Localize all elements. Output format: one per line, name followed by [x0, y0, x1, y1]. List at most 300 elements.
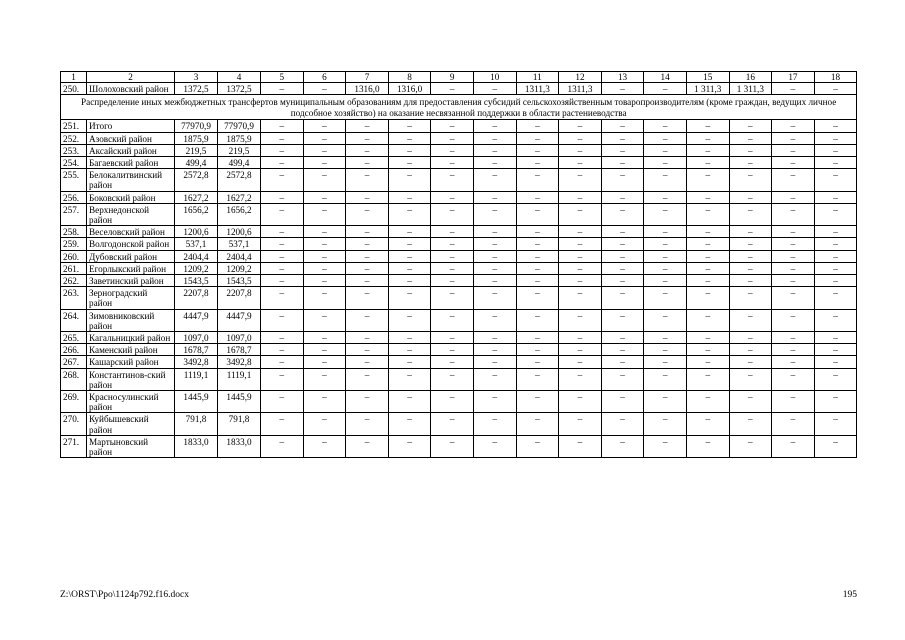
empty-value-cell: – — [261, 203, 304, 225]
empty-value-cell: – — [431, 356, 474, 368]
empty-value-cell: – — [303, 169, 346, 191]
empty-value-cell: – — [559, 191, 602, 203]
value-cell: – — [601, 83, 644, 95]
empty-value-cell: – — [644, 332, 687, 344]
district-name: Красносулинский район — [87, 391, 175, 413]
empty-value-cell: – — [431, 332, 474, 344]
value-cell: 4447,9 — [175, 309, 218, 331]
empty-value-cell: – — [729, 275, 772, 287]
empty-value-cell: – — [431, 391, 474, 413]
row-number: 258. — [61, 226, 87, 238]
empty-value-cell: – — [601, 262, 644, 274]
empty-value-cell: – — [601, 169, 644, 191]
district-name: Азовский район — [87, 132, 175, 144]
empty-value-cell: – — [729, 120, 772, 132]
empty-value-cell: – — [729, 226, 772, 238]
value-cell: 1209,2 — [218, 262, 261, 274]
empty-value-cell: – — [601, 332, 644, 344]
column-number: 7 — [346, 72, 389, 83]
district-name: Каменский район — [87, 344, 175, 356]
table-row — [61, 226, 857, 238]
empty-value-cell: – — [772, 344, 815, 356]
empty-value-cell: – — [473, 368, 516, 390]
value-cell: 1097,0 — [218, 332, 261, 344]
empty-value-cell: – — [686, 169, 729, 191]
value-cell: 1543,5 — [218, 275, 261, 287]
empty-value-cell: – — [261, 275, 304, 287]
empty-value-cell: – — [814, 132, 857, 144]
column-number: 10 — [473, 72, 516, 83]
empty-value-cell: – — [686, 344, 729, 356]
empty-value-cell: – — [686, 391, 729, 413]
empty-value-cell: – — [772, 287, 815, 309]
empty-value-cell: – — [814, 262, 857, 274]
empty-value-cell: – — [601, 435, 644, 457]
empty-value-cell: – — [388, 191, 431, 203]
table-row — [61, 144, 857, 156]
empty-value-cell: – — [473, 250, 516, 262]
district-name: Кашарский район — [87, 356, 175, 368]
empty-value-cell: – — [303, 435, 346, 457]
empty-value-cell: – — [644, 132, 687, 144]
empty-value-cell: – — [346, 356, 389, 368]
table-row — [61, 413, 857, 435]
row-number: 252. — [61, 132, 87, 144]
empty-value-cell: – — [303, 413, 346, 435]
empty-value-cell: – — [431, 275, 474, 287]
empty-value-cell: – — [644, 435, 687, 457]
empty-value-cell: – — [431, 238, 474, 250]
empty-value-cell: – — [814, 144, 857, 156]
empty-value-cell: – — [346, 391, 389, 413]
empty-value-cell: – — [729, 413, 772, 435]
empty-value-cell: – — [559, 169, 602, 191]
empty-value-cell: – — [644, 368, 687, 390]
empty-value-cell: – — [431, 309, 474, 331]
empty-value-cell: – — [516, 275, 559, 287]
empty-value-cell: – — [303, 368, 346, 390]
empty-value-cell: – — [686, 157, 729, 169]
empty-value-cell: – — [261, 413, 304, 435]
empty-value-cell: – — [686, 413, 729, 435]
column-number: 5 — [261, 72, 304, 83]
empty-value-cell: – — [772, 262, 815, 274]
empty-value-cell: – — [729, 144, 772, 156]
row-number: 255. — [61, 169, 87, 191]
value-cell: 1678,7 — [175, 344, 218, 356]
empty-value-cell: – — [431, 157, 474, 169]
table-row — [61, 275, 857, 287]
value-cell: 1543,5 — [175, 275, 218, 287]
empty-value-cell: – — [261, 332, 304, 344]
empty-value-cell: – — [303, 191, 346, 203]
row-number: 267. — [61, 356, 87, 368]
empty-value-cell: – — [346, 413, 389, 435]
empty-value-cell: – — [473, 309, 516, 331]
row-number: 259. — [61, 238, 87, 250]
empty-value-cell: – — [388, 144, 431, 156]
column-number: 4 — [218, 72, 261, 83]
empty-value-cell: – — [346, 262, 389, 274]
empty-value-cell: – — [601, 226, 644, 238]
empty-value-cell: – — [516, 144, 559, 156]
empty-value-cell: – — [686, 132, 729, 144]
empty-value-cell: – — [261, 238, 304, 250]
value-cell: 1119,1 — [218, 368, 261, 390]
empty-value-cell: – — [686, 435, 729, 457]
empty-value-cell: – — [644, 356, 687, 368]
empty-value-cell: – — [644, 262, 687, 274]
empty-value-cell: – — [686, 250, 729, 262]
empty-value-cell: – — [516, 262, 559, 274]
empty-value-cell: – — [388, 250, 431, 262]
empty-value-cell: – — [729, 169, 772, 191]
table-row — [61, 309, 857, 331]
section-row — [61, 95, 857, 120]
empty-value-cell: – — [729, 191, 772, 203]
empty-value-cell: – — [729, 332, 772, 344]
empty-value-cell: – — [431, 435, 474, 457]
district-name: Кагальницкий район — [87, 332, 175, 344]
empty-value-cell: – — [729, 262, 772, 274]
empty-value-cell: – — [303, 275, 346, 287]
empty-value-cell: – — [388, 368, 431, 390]
empty-value-cell: – — [559, 413, 602, 435]
empty-value-cell: – — [814, 169, 857, 191]
empty-value-cell: – — [772, 250, 815, 262]
empty-value-cell: – — [516, 169, 559, 191]
empty-value-cell: – — [303, 309, 346, 331]
section-title: Распределение иных межбюджетных трансфертов муниципальным образованиям для предоставления субсидий сельскохозяйственным товаропроизводителям (кроме граждан, ведущих личное подсобное хозяйство) на оказание несвязанной поддержки в области растениеводства — [61, 95, 857, 120]
empty-value-cell: – — [346, 191, 389, 203]
empty-value-cell: – — [431, 132, 474, 144]
table-row — [61, 356, 857, 368]
empty-value-cell: – — [388, 435, 431, 457]
value-cell: 1656,2 — [218, 203, 261, 225]
empty-value-cell: – — [346, 238, 389, 250]
empty-value-cell: – — [559, 144, 602, 156]
column-number: 16 — [729, 72, 772, 83]
value-cell: 77970,9 — [175, 120, 218, 132]
value-cell: 1627,2 — [218, 191, 261, 203]
empty-value-cell: – — [601, 132, 644, 144]
empty-value-cell: – — [346, 275, 389, 287]
empty-value-cell: – — [473, 356, 516, 368]
district-name: Зерноградский район — [87, 287, 175, 309]
value-cell: 1445,9 — [218, 391, 261, 413]
empty-value-cell: – — [473, 238, 516, 250]
value-cell: 1311,3 — [559, 83, 602, 95]
row-number: 250. — [61, 83, 87, 95]
empty-value-cell: – — [346, 435, 389, 457]
empty-value-cell: – — [261, 132, 304, 144]
empty-value-cell: – — [303, 120, 346, 132]
empty-value-cell: – — [388, 344, 431, 356]
row-number: 264. — [61, 309, 87, 331]
empty-value-cell: – — [686, 332, 729, 344]
district-name: Дубовский район — [87, 250, 175, 262]
empty-value-cell: – — [261, 250, 304, 262]
empty-value-cell: – — [516, 287, 559, 309]
row-number: 269. — [61, 391, 87, 413]
empty-value-cell: – — [431, 344, 474, 356]
empty-value-cell: – — [303, 238, 346, 250]
value-cell: 1316,0 — [388, 83, 431, 95]
empty-value-cell: – — [388, 275, 431, 287]
value-cell: 77970,9 — [218, 120, 261, 132]
empty-value-cell: – — [388, 262, 431, 274]
empty-value-cell: – — [261, 191, 304, 203]
empty-value-cell: – — [516, 332, 559, 344]
empty-value-cell: – — [644, 157, 687, 169]
header-row — [61, 72, 857, 83]
district-name: Константинов-ский район — [87, 368, 175, 390]
empty-value-cell: – — [516, 132, 559, 144]
value-cell: – — [261, 83, 304, 95]
empty-value-cell: – — [729, 238, 772, 250]
empty-value-cell: – — [772, 413, 815, 435]
empty-value-cell: – — [346, 226, 389, 238]
empty-value-cell: – — [261, 287, 304, 309]
value-cell: – — [303, 83, 346, 95]
value-cell: 499,4 — [218, 157, 261, 169]
district-name: Волгодонской район — [87, 238, 175, 250]
district-name: Итого — [87, 120, 175, 132]
value-cell: 1875,9 — [218, 132, 261, 144]
empty-value-cell: – — [303, 262, 346, 274]
empty-value-cell: – — [303, 391, 346, 413]
empty-value-cell: – — [346, 309, 389, 331]
empty-value-cell: – — [473, 157, 516, 169]
value-cell: 2404,4 — [175, 250, 218, 262]
row-number: 253. — [61, 144, 87, 156]
empty-value-cell: – — [601, 356, 644, 368]
empty-value-cell: – — [814, 332, 857, 344]
empty-value-cell: – — [473, 287, 516, 309]
row-number: 260. — [61, 250, 87, 262]
footer-file-path: Z:\ORST\Ppo\1124p792.f16.docx — [60, 590, 189, 600]
empty-value-cell: – — [601, 144, 644, 156]
empty-value-cell: – — [516, 203, 559, 225]
empty-value-cell: – — [814, 157, 857, 169]
empty-value-cell: – — [814, 287, 857, 309]
value-cell: 1200,6 — [175, 226, 218, 238]
empty-value-cell: – — [644, 344, 687, 356]
empty-value-cell: – — [431, 413, 474, 435]
empty-value-cell: – — [388, 332, 431, 344]
district-name: Шолоховский район — [87, 83, 175, 95]
empty-value-cell: – — [346, 157, 389, 169]
empty-value-cell: – — [473, 226, 516, 238]
value-cell: 1097,0 — [175, 332, 218, 344]
empty-value-cell: – — [388, 226, 431, 238]
empty-value-cell: – — [346, 368, 389, 390]
empty-value-cell: – — [261, 344, 304, 356]
row-number: 262. — [61, 275, 87, 287]
value-cell: 1 311,3 — [729, 83, 772, 95]
table-row — [61, 368, 857, 390]
empty-value-cell: – — [601, 368, 644, 390]
empty-value-cell: – — [261, 309, 304, 331]
empty-value-cell: – — [814, 238, 857, 250]
empty-value-cell: – — [473, 203, 516, 225]
empty-value-cell: – — [346, 332, 389, 344]
empty-value-cell: – — [644, 120, 687, 132]
empty-value-cell: – — [601, 238, 644, 250]
empty-value-cell: – — [303, 250, 346, 262]
empty-value-cell: – — [559, 275, 602, 287]
row-number: 251. — [61, 120, 87, 132]
empty-value-cell: – — [772, 226, 815, 238]
empty-value-cell: – — [473, 191, 516, 203]
table-row — [61, 157, 857, 169]
empty-value-cell: – — [814, 226, 857, 238]
empty-value-cell: – — [772, 144, 815, 156]
empty-value-cell: – — [772, 120, 815, 132]
empty-value-cell: – — [431, 287, 474, 309]
empty-value-cell: – — [473, 435, 516, 457]
empty-value-cell: – — [261, 391, 304, 413]
table-row — [61, 120, 857, 132]
table-row — [61, 191, 857, 203]
table-row — [61, 132, 857, 144]
table-row — [61, 83, 857, 95]
value-cell: 537,1 — [175, 238, 218, 250]
table-row — [61, 250, 857, 262]
empty-value-cell: – — [686, 120, 729, 132]
empty-value-cell: – — [814, 120, 857, 132]
empty-value-cell: – — [473, 413, 516, 435]
empty-value-cell: – — [346, 287, 389, 309]
empty-value-cell: – — [303, 287, 346, 309]
row-number: 263. — [61, 287, 87, 309]
value-cell: 499,4 — [175, 157, 218, 169]
empty-value-cell: – — [516, 435, 559, 457]
empty-value-cell: – — [686, 287, 729, 309]
value-cell: – — [772, 83, 815, 95]
empty-value-cell: – — [261, 144, 304, 156]
empty-value-cell: – — [303, 344, 346, 356]
column-number: 9 — [431, 72, 474, 83]
empty-value-cell: – — [601, 120, 644, 132]
empty-value-cell: – — [772, 435, 815, 457]
value-cell: 2404,4 — [218, 250, 261, 262]
empty-value-cell: – — [772, 191, 815, 203]
value-cell: 1119,1 — [175, 368, 218, 390]
empty-value-cell: – — [261, 356, 304, 368]
empty-value-cell: – — [559, 203, 602, 225]
district-name: Веселовский район — [87, 226, 175, 238]
empty-value-cell: – — [559, 132, 602, 144]
column-number: 2 — [87, 72, 175, 83]
empty-value-cell: – — [601, 250, 644, 262]
row-number: 265. — [61, 332, 87, 344]
row-number: 268. — [61, 368, 87, 390]
empty-value-cell: – — [814, 413, 857, 435]
empty-value-cell: – — [772, 169, 815, 191]
empty-value-cell: – — [473, 344, 516, 356]
empty-value-cell: – — [686, 144, 729, 156]
page-number: 195 — [842, 590, 857, 600]
empty-value-cell: – — [516, 191, 559, 203]
empty-value-cell: – — [772, 391, 815, 413]
empty-value-cell: – — [516, 226, 559, 238]
column-number: 18 — [814, 72, 857, 83]
empty-value-cell: – — [261, 262, 304, 274]
table-row — [61, 262, 857, 274]
empty-value-cell: – — [516, 157, 559, 169]
table-body — [61, 72, 857, 458]
empty-value-cell: – — [261, 169, 304, 191]
row-number: 254. — [61, 157, 87, 169]
column-number: 11 — [516, 72, 559, 83]
column-number: 13 — [601, 72, 644, 83]
value-cell: 791,8 — [175, 413, 218, 435]
value-cell: 1209,2 — [175, 262, 218, 274]
empty-value-cell: – — [516, 368, 559, 390]
value-cell: – — [644, 83, 687, 95]
empty-value-cell: – — [644, 191, 687, 203]
empty-value-cell: – — [729, 203, 772, 225]
value-cell: 1372,5 — [175, 83, 218, 95]
district-name: Боковский район — [87, 191, 175, 203]
row-number: 270. — [61, 413, 87, 435]
empty-value-cell: – — [516, 309, 559, 331]
value-cell: 1678,7 — [218, 344, 261, 356]
column-number: 14 — [644, 72, 687, 83]
empty-value-cell: – — [814, 344, 857, 356]
empty-value-cell: – — [473, 120, 516, 132]
empty-value-cell: – — [729, 287, 772, 309]
empty-value-cell: – — [473, 391, 516, 413]
empty-value-cell: – — [388, 132, 431, 144]
empty-value-cell: – — [559, 435, 602, 457]
empty-value-cell: – — [772, 356, 815, 368]
empty-value-cell: – — [431, 144, 474, 156]
empty-value-cell: – — [388, 309, 431, 331]
empty-value-cell: – — [644, 203, 687, 225]
empty-value-cell: – — [644, 391, 687, 413]
empty-value-cell: – — [388, 238, 431, 250]
empty-value-cell: – — [261, 435, 304, 457]
empty-value-cell: – — [346, 344, 389, 356]
empty-value-cell: – — [601, 391, 644, 413]
value-cell: 1627,2 — [175, 191, 218, 203]
empty-value-cell: – — [473, 144, 516, 156]
empty-value-cell: – — [772, 203, 815, 225]
empty-value-cell: – — [601, 413, 644, 435]
empty-value-cell: – — [431, 250, 474, 262]
empty-value-cell: – — [431, 368, 474, 390]
empty-value-cell: – — [559, 344, 602, 356]
empty-value-cell: – — [772, 368, 815, 390]
empty-value-cell: – — [601, 157, 644, 169]
table-row — [61, 344, 857, 356]
table-row — [61, 287, 857, 309]
table-row — [61, 203, 857, 225]
empty-value-cell: – — [431, 203, 474, 225]
value-cell: 537,1 — [218, 238, 261, 250]
empty-value-cell: – — [686, 356, 729, 368]
empty-value-cell: – — [431, 191, 474, 203]
value-cell: 2207,8 — [218, 287, 261, 309]
empty-value-cell: – — [261, 368, 304, 390]
value-cell: 1372,5 — [218, 83, 261, 95]
table-row — [61, 238, 857, 250]
empty-value-cell: – — [431, 120, 474, 132]
empty-value-cell: – — [303, 132, 346, 144]
empty-value-cell: – — [644, 238, 687, 250]
